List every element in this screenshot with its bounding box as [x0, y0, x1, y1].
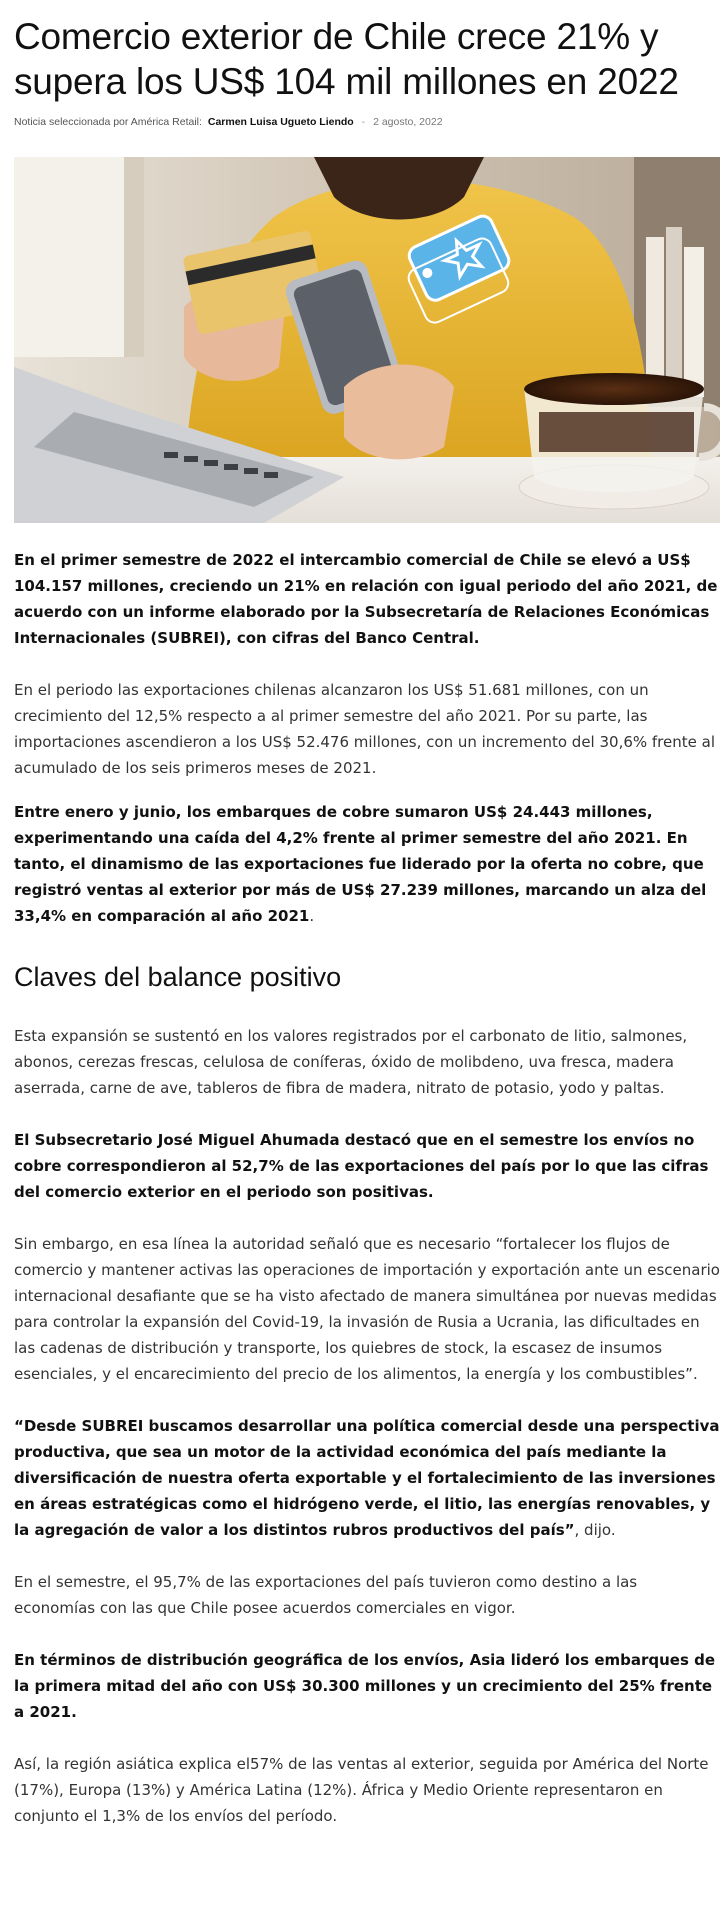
paragraph-6: [14, 1231, 720, 1387]
hero-image: [14, 157, 720, 523]
paragraph-9: [14, 1647, 720, 1725]
author-link[interactable]: Carmen Luisa Ugueto Liendo: [207, 116, 354, 128]
paragraph-2: [14, 677, 720, 781]
paragraph-6-text: Sin embargo, en esa línea la autoridad señaló que es necesario “fortalecer los flujos de comercio y mantener activas las operaciones de importación y exportación ante un escenario internacional desafiante que se ha visto afectado de manera simultánea por nuevas medidas para controlar la expansión del Covid-19, la invasión de Rusia a Ucrania, las dificultades en las cadenas de distribución y transporte, los quiebres de stock, la escasez de insumos esenciales, y el encarecimiento del precio de los alimentos, la energía y los combustibles”.: [14, 1235, 720, 1383]
paragraph-1-bold: En el primer semestre de 2022 el intercambio comercial de Chile se elevó a US$ 104.157 millones, creciendo un 21% en relación con igual periodo del año 2021, de acuerdo con un informe elaborado por la Subsecretaría de Relaciones Económicas Internacionales (SUBREI), con cifras del Banco Central.: [14, 551, 718, 647]
article-meta: [14, 116, 720, 128]
paragraph-3-bold: Entre enero y junio, los embarques de cobre sumaron US$ 24.443 millones, experimentando una caída del 4,2% frente al primer semestre del año 2021. En tanto, el dinamismo de las exportaciones fue liderado por la oferta no cobre, que registró ventas al exterior por más de US$ 27.239 millones, marcando un alza del 33,4% en comparación al año 2021: [14, 803, 707, 925]
shopping-photo-illustration: [14, 157, 720, 523]
paragraph-8-text: En el semestre, el 95,7% de las exportaciones del país tuvieron como destino a las economías con las que Chile posee acuerdos comerciales en vigor.: [14, 1573, 638, 1617]
paragraph-7: [14, 1413, 720, 1543]
publish-date: 2 agosto, 2022: [373, 116, 443, 128]
paragraph-2-text: En el periodo las exportaciones chilenas alcanzaron los US$ 51.681 millones, con un crecimiento del 12,5% respecto a al primer semestre del año 2021. Por su parte, las importaciones ascendieron a los US$ 52.476 millones, con un incremento del 30,6% frente al acumulado de los seis primeros meses de 2021.: [14, 681, 715, 777]
meta-separator: -: [361, 116, 366, 128]
paragraph-10: [14, 1751, 720, 1829]
paragraph-5-bold: El Subsecretario José Miguel Ahumada destacó que en el semestre los envíos no cobre correspondieron al 52,7% de las exportaciones del país por lo que las cifras del comercio exterior en el periodo son positivas.: [14, 1131, 709, 1201]
paragraph-7-text: , dijo.: [574, 1521, 616, 1539]
news-article: [14, 0, 720, 1829]
article-title: Comercio exterior de Chile crece 21% y supera los US$ 104 mil millones en 2022: [14, 16, 679, 102]
paragraph-4-text: Esta expansión se sustentó en los valores registrados por el carbonato de litio, salmones, abonos, cerezas frescas, celulosa de coníferas, óxido de molibdeno, uva fresca, madera aserrada, carne de ave, tableros de fibra de madera, nitrato de potasio, yodo y paltas.: [14, 1027, 688, 1097]
paragraph-3: [14, 799, 720, 929]
paragraph-4: [14, 1023, 720, 1101]
paragraph-1: [14, 547, 720, 651]
paragraph-10-text: Así, la región asiática explica el57% de las ventas al exterior, seguida por América del Norte (17%), Europa (13%) y América Latina (12%). África y Medio Oriente representaron en conjunto el 1,3% de los envíos del período.: [14, 1755, 709, 1825]
paragraph-8: [14, 1569, 720, 1621]
section-heading: Claves del balance positivo: [14, 962, 342, 992]
paragraph-7-bold: “Desde SUBREI buscamos desarrollar una política comercial desde una perspectiva productiva, que sea un motor de la actividad económica del país mediante la diversificación de nuestra oferta exportable y el fortalecimiento de las inversiones en áreas estratégicas como el hidrógeno verde, el litio, las energías renovables, y la agregación de valor a los distintos rubros productivos del país”: [14, 1417, 720, 1539]
selected-by-label: Noticia seleccionada por América Retail:: [14, 116, 202, 128]
paragraph-3-text: .: [309, 907, 315, 925]
paragraph-9-bold: En términos de distribución geográfica de los envíos, Asia lideró los embarques de la primera mitad del año con US$ 30.300 millones y un crecimiento del 25% frente a 2021.: [14, 1651, 716, 1721]
paragraph-5: [14, 1127, 720, 1205]
